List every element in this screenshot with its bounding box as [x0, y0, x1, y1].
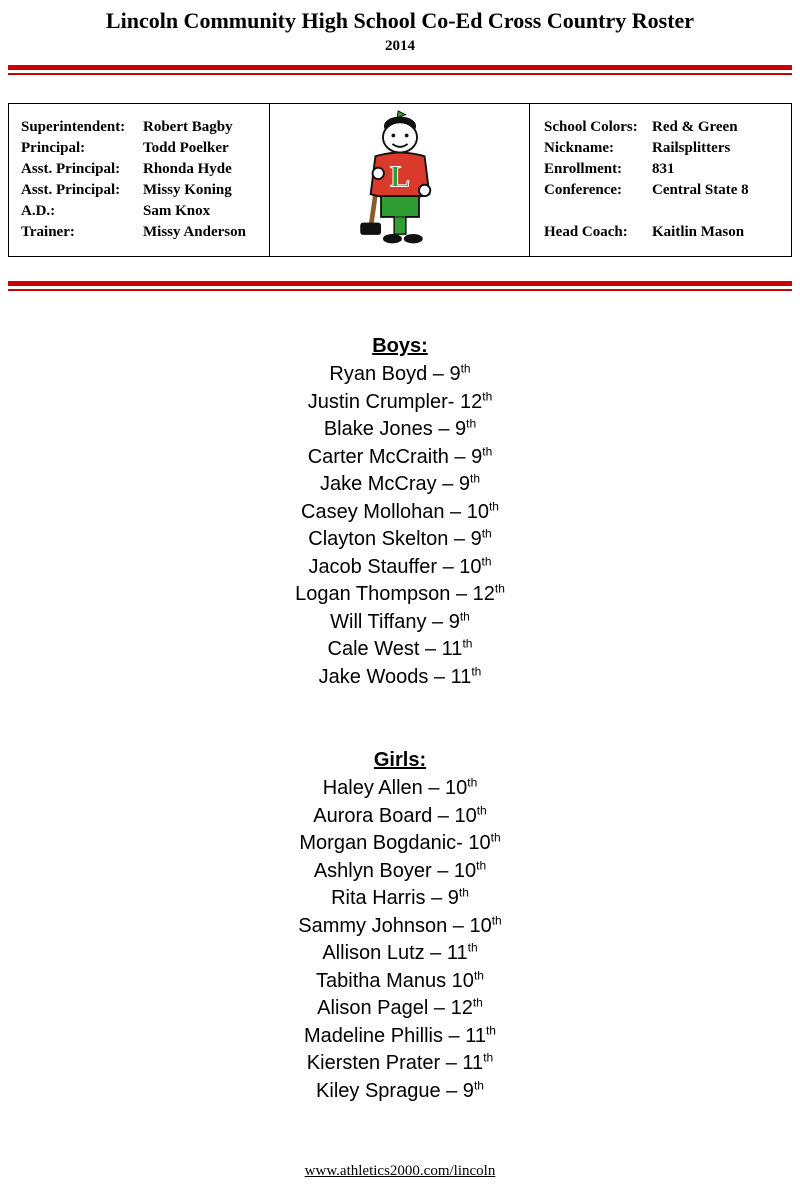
info-label: Nickname: — [544, 140, 614, 156]
girls-heading: Girls: — [373, 749, 427, 771]
athlete-name-grade: Cale West – 11 — [327, 638, 463, 660]
athlete-row — [0, 389, 800, 417]
athlete-name-grade: Jacob Stauffer – 10 — [308, 555, 482, 578]
school-info-row — [544, 138, 783, 159]
athlete-name-grade: Sammy Johnson – 10 — [298, 914, 492, 937]
grade-ordinal-suffix: th — [462, 636, 473, 651]
info-label: Head Coach: — [544, 224, 628, 240]
grade-ordinal-suffix: th — [490, 830, 501, 845]
athlete-name-grade: Alison Pagel – 12 — [317, 997, 473, 1019]
athlete-name-grade: Tabitha Manus 10 — [316, 969, 474, 992]
athlete-row — [0, 1050, 800, 1078]
info-value: Red & Green — [652, 119, 738, 135]
athlete-name-grade: Madeline Phillis – 11 — [304, 1024, 486, 1047]
info-value: Railsplitters — [652, 140, 731, 156]
athlete-row — [0, 858, 800, 886]
grade-ordinal-suffix: th — [472, 995, 483, 1010]
boys-heading: Boys: — [372, 335, 428, 357]
athlete-name-grade: Kiersten Prater – 11 — [306, 1052, 484, 1074]
athlete-row — [0, 609, 800, 637]
roster-list — [0, 333, 800, 1105]
athlete-name-grade: Carter McCraith – 9 — [307, 445, 483, 468]
info-value: Rhonda Hyde — [143, 161, 232, 177]
grade-ordinal-suffix: th — [466, 416, 477, 431]
document-footer — [0, 1163, 800, 1194]
grade-ordinal-suffix: th — [458, 885, 469, 900]
info-value: 831 — [652, 161, 675, 177]
athlete-name-grade: Morgan Bogdanic- 10 — [299, 832, 491, 854]
grade-ordinal-suffix: th — [467, 940, 478, 955]
red-divider-top — [8, 65, 792, 75]
athlete-row — [0, 803, 800, 831]
athlete-name-grade: Jake McCray – 9 — [319, 473, 471, 495]
athlete-name-grade: Justin Crumpler- 12 — [307, 390, 483, 413]
athlete-row — [0, 526, 800, 554]
info-label: Principal: — [21, 140, 86, 156]
athlete-row — [0, 1078, 800, 1106]
staff-info-row — [21, 159, 261, 180]
athlete-row — [0, 775, 800, 803]
school-info-row — [544, 117, 783, 138]
athlete-row — [0, 664, 800, 692]
info-label: Enrollment: — [544, 161, 623, 177]
athlete-name-grade: Haley Allen – 10 — [322, 777, 468, 799]
school-info-row — [544, 201, 783, 222]
info-label: Superintendent: — [21, 119, 126, 135]
athlete-row — [0, 471, 800, 499]
roster-section-girls — [0, 747, 800, 1105]
info-label — [544, 201, 652, 222]
info-value: Kaitlin Mason — [652, 224, 745, 240]
grade-ordinal-suffix: th — [459, 608, 470, 623]
staff-info-row — [21, 222, 261, 243]
grade-ordinal-suffix: th — [467, 775, 478, 790]
athlete-row — [0, 1023, 800, 1051]
athlete-name-grade: Clayton Skelton – 9 — [308, 528, 482, 550]
info-value: Robert Bagby — [143, 119, 233, 135]
grade-ordinal-suffix: th — [473, 1077, 484, 1092]
school-info-row — [544, 222, 783, 243]
boys-athlete-list — [0, 361, 800, 691]
athlete-name-grade: Ryan Boyd – 9 — [329, 363, 461, 385]
grade-ordinal-suffix: th — [460, 361, 471, 376]
school-info-row — [544, 180, 783, 201]
red-divider-bottom — [8, 281, 792, 291]
grade-ordinal-suffix: th — [481, 553, 492, 568]
staff-info-row — [21, 201, 261, 222]
athlete-name-grade: Ashlyn Boyer – 10 — [313, 859, 477, 882]
athlete-name-grade: Jake Woods – 11 — [318, 665, 472, 688]
athlete-row — [0, 968, 800, 996]
athlete-row — [0, 913, 800, 941]
athlete-row — [0, 830, 800, 858]
staff-info-row — [21, 138, 261, 159]
athlete-row — [0, 581, 800, 609]
grade-ordinal-suffix: th — [482, 443, 493, 458]
athlete-row — [0, 995, 800, 1023]
athlete-name-grade: Will Tiffany – 9 — [330, 610, 460, 633]
grade-ordinal-suffix: th — [488, 498, 499, 513]
grade-ordinal-suffix: th — [471, 663, 482, 678]
grade-ordinal-suffix: th — [491, 912, 502, 927]
staff-info-cell — [9, 104, 269, 256]
grade-ordinal-suffix: th — [482, 388, 493, 403]
athlete-row — [0, 554, 800, 582]
athlete-name-grade: Allison Lutz – 11 — [322, 942, 468, 964]
staff-info-row — [21, 117, 261, 138]
athlete-name-grade: Casey Mollohan – 10 — [301, 500, 489, 523]
athlete-name-grade: Blake Jones – 9 — [323, 418, 467, 440]
athlete-row — [0, 885, 800, 913]
roster-section-boys — [0, 333, 800, 691]
athlete-name-grade: Rita Harris – 9 — [331, 887, 459, 909]
info-value: Missy Koning — [143, 182, 232, 198]
grade-ordinal-suffix: th — [476, 857, 487, 872]
info-label: Trainer: — [21, 224, 75, 240]
info-label: Asst. Principal: — [21, 182, 121, 198]
grade-ordinal-suffix: th — [470, 471, 481, 486]
mascot-cell — [269, 104, 529, 256]
girls-athlete-list — [0, 775, 800, 1105]
athlete-name-grade: Kiley Sprague – 9 — [316, 1079, 474, 1102]
athlete-name-grade: Logan Thompson – 12 — [295, 583, 495, 605]
athlete-row — [0, 416, 800, 444]
info-label: Asst. Principal: — [21, 161, 121, 177]
info-label: School Colors: — [544, 119, 638, 135]
school-info-row — [544, 159, 783, 180]
grade-ordinal-suffix: th — [485, 1022, 496, 1037]
grade-ordinal-suffix: th — [483, 1050, 494, 1065]
athlete-row — [0, 940, 800, 968]
info-value: Missy Anderson — [143, 224, 246, 240]
info-value: Todd Poelker — [143, 140, 229, 156]
athlete-row — [0, 636, 800, 664]
grade-ordinal-suffix: th — [473, 967, 484, 982]
info-label: A.D.: — [21, 203, 56, 219]
school-info-table — [8, 103, 792, 257]
athlete-name-grade: Aurora Board – 10 — [313, 804, 477, 827]
mascot-letter: L — [389, 159, 410, 194]
document-header — [0, 0, 800, 55]
school-info-cell — [529, 104, 791, 256]
page-year: 2014 — [385, 38, 415, 54]
athlete-row — [0, 361, 800, 389]
info-value: Sam Knox — [143, 203, 211, 219]
info-label: Conference: — [544, 182, 623, 198]
info-value: Central State 8 — [652, 182, 749, 198]
grade-ordinal-suffix: th — [494, 581, 505, 596]
grade-ordinal-suffix: th — [481, 526, 492, 541]
railsplitter-mascot-icon — [341, 109, 459, 251]
page-title: Lincoln Community High School Co-Ed Cross Country Roster — [105, 8, 695, 33]
athlete-row — [0, 444, 800, 472]
athletics2000-link[interactable]: www.athletics2000.com/lincoln — [304, 1163, 496, 1179]
staff-info-row — [21, 180, 261, 201]
grade-ordinal-suffix: th — [476, 802, 487, 817]
athlete-row — [0, 499, 800, 527]
